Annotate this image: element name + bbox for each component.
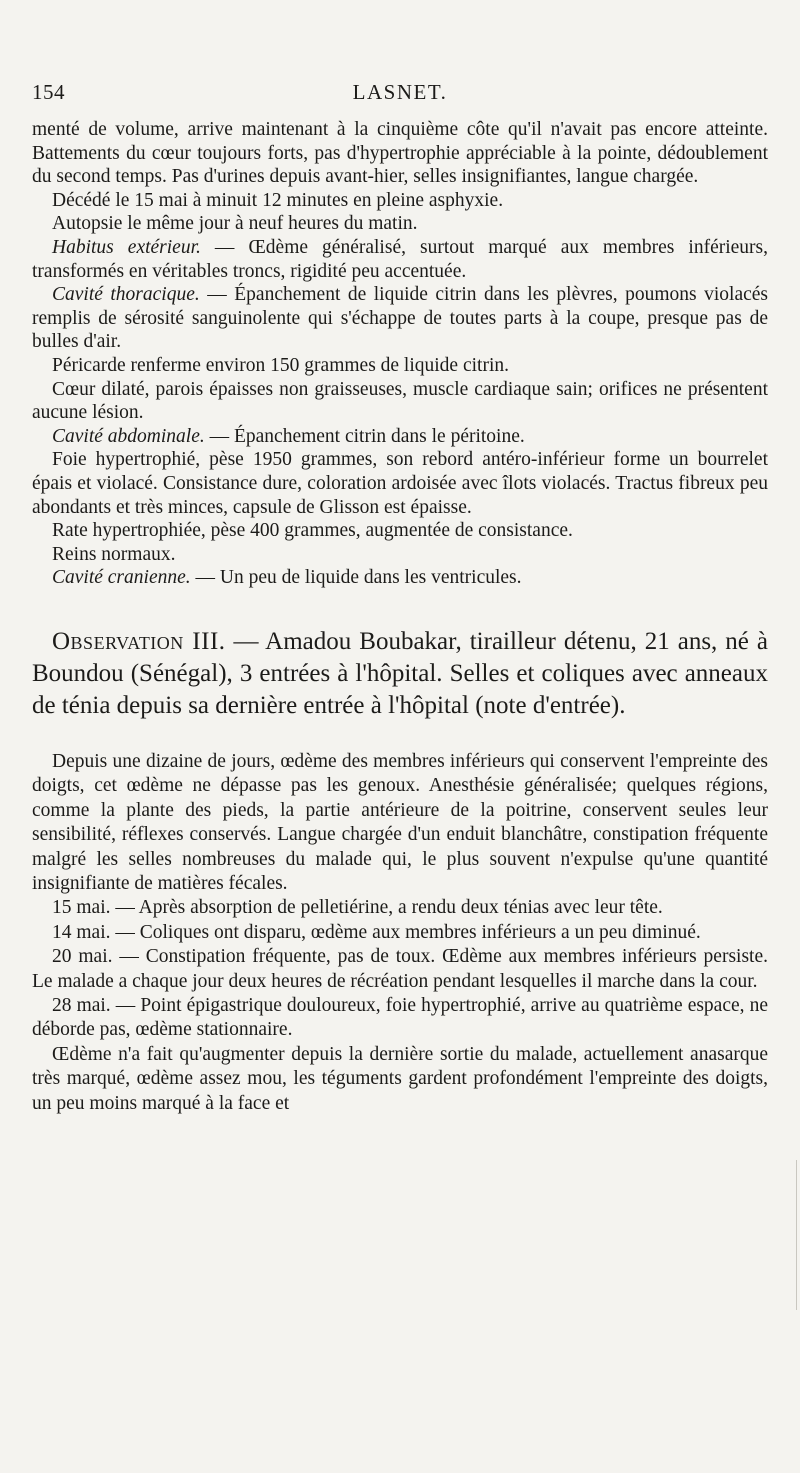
paragraph bbox=[32, 118, 768, 189]
paragraph-text: menté de volume, arrive maintenant à la cinquième côte qu'il n'avait pas encore atteinte. Battements du cœur toujours forts, pas d'hypertrophie appréciable à la pointe, dédoublement du second temps. Pas d'urines depuis avant-hier, selles insignifiantes, langue chargée. bbox=[32, 119, 768, 188]
observation-title: — Amadou Boubakar, tirailleur détenu, 21 ans, né à Boundou (Sénégal), 3 entrées à l'hôpital. Selles et coliques avec anneaux de ténia depuis sa dernière entrée à l'hôpital (note d'entrée). bbox=[32, 627, 769, 719]
paragraph-text: 15 mai. — Après absorption de pelletiérine, a rendu deux ténias avec leur tête. bbox=[52, 897, 663, 919]
page-body bbox=[32, 118, 768, 1116]
paragraph bbox=[32, 945, 768, 994]
paragraph-text: — Œdème généralisé, surtout marqué aux membres inférieurs, transformés en véritables troncs, rigidité peu accentuée. bbox=[32, 236, 768, 282]
paragraph bbox=[32, 566, 768, 590]
subheading-italic: Cavité thoracique. bbox=[52, 284, 200, 306]
paragraph bbox=[32, 519, 768, 543]
observation-section bbox=[32, 750, 768, 1116]
page-header bbox=[32, 80, 768, 108]
autopsy-section bbox=[32, 118, 768, 590]
paragraph-text: Depuis une dizaine de jours, œdème des membres inférieurs qui conservent l'empreinte des doigts, cet œdème ne dépasse pas les genoux. Anesthésie généralisée; quelques régions, comme la plante des pieds, la partie antérieure de la poitrine, conservent seules leur sensibilité, réflexes conservés. Langue chargée d'un enduit blanchâtre, constipation fréquente malgré les selles nombreuses du malade qui, le plus souvent n'expulse qu'une quantité insignifiante de matières fécales. bbox=[32, 750, 768, 894]
subheading-italic: Habitus extérieur. bbox=[52, 236, 201, 258]
paragraph-text: Rate hypertrophiée, pèse 400 grammes, augmentée de consistance. bbox=[52, 520, 573, 542]
paragraph-text: Décédé le 15 mai à minuit 12 minutes en pleine asphyxie. bbox=[52, 189, 504, 211]
paragraph bbox=[32, 750, 768, 896]
paragraph-text: Cœur dilaté, parois épaisses non graisseuses, muscle cardiaque sain; orifices ne présentent aucune lésion. bbox=[32, 378, 768, 424]
paragraph-text: — Épanchement de liquide citrin dans les plèvres, poumons violacés remplis de sérosité sanguinolente qui s'échappe de toutes parts à la coupe, presque pas de bulles d'air. bbox=[32, 284, 768, 353]
paragraph bbox=[32, 212, 768, 236]
paragraph-text: 28 mai. — Point épigastrique douloureux, foie hypertrophié, arrive au quatrième espace, ne déborde pas, œdème stationnaire. bbox=[32, 994, 768, 1041]
paragraph bbox=[32, 896, 768, 920]
paragraph-text: Péricarde renferme environ 150 grammes de liquide citrin. bbox=[52, 354, 509, 376]
paragraph-text: — Un peu de liquide dans les ventricules. bbox=[190, 567, 522, 589]
observation-heading bbox=[32, 626, 768, 722]
paragraph bbox=[32, 189, 768, 213]
paragraph bbox=[32, 283, 768, 354]
paragraph bbox=[32, 236, 768, 283]
paragraph-text: Œdème n'a fait qu'augmenter depuis la dernière sortie du malade, actuellement anasarque très marqué, œdème assez mou, les téguments gardent profondément l'empreinte des doigts, un peu moins marqué à la face et bbox=[32, 1043, 768, 1114]
paragraph bbox=[32, 448, 768, 519]
paragraph bbox=[32, 378, 768, 425]
paragraph-text: Foie hypertrophié, pèse 1950 grammes, son rebord antéro-inférieur forme un bourrelet épais et violacé. Consistance dure, coloration ardoisée avec îlots violacés. Tractus fibreux peu abondants et très minces, capsule de Glisson est épaisse. bbox=[32, 449, 768, 518]
subheading-italic: Cavité abdominale. bbox=[52, 425, 205, 447]
paragraph bbox=[32, 543, 768, 567]
paragraph bbox=[32, 425, 768, 449]
paragraph bbox=[32, 994, 768, 1043]
paragraph-text: Autopsie le même jour à neuf heures du matin. bbox=[52, 213, 418, 235]
paragraph-text: 20 mai. — Constipation fréquente, pas de toux. Œdème aux membres inférieurs persiste. Le malade a chaque jour deux heures de récréation pendant lesquelles il marche dans la cour. bbox=[32, 946, 768, 992]
subheading-italic: Cavité cranienne. bbox=[52, 567, 191, 589]
paragraph bbox=[32, 1043, 768, 1116]
page-number: 154 bbox=[32, 80, 65, 104]
running-head: LASNET. bbox=[352, 80, 448, 104]
paragraph-text: Reins normaux. bbox=[52, 543, 176, 565]
paragraph-text: — Épanchement citrin dans le péritoine. bbox=[204, 425, 525, 447]
paragraph bbox=[32, 354, 768, 378]
paragraph bbox=[32, 921, 768, 945]
observation-label: Observation III. bbox=[52, 627, 226, 655]
paragraph-text: 14 mai. — Coliques ont disparu, œdème aux membres inférieurs a un peu diminué. bbox=[52, 921, 701, 943]
page-edge-line bbox=[796, 1160, 797, 1310]
